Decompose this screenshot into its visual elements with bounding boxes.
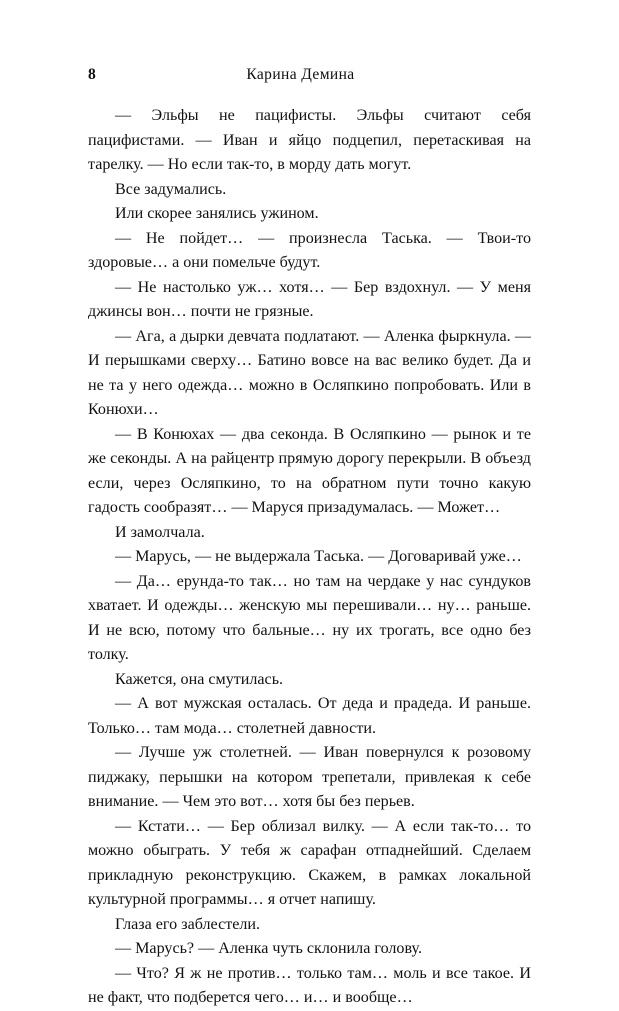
paragraph: — Эльфы не пацифисты. Эльфы считают себя пацифистами. — Иван и яйцо подцепил, перетаскивая на тарелку. — Но если так-то, в морду дать могут. (88, 107, 531, 173)
paragraph: — Не пойдет… — произнесла Таська. — Твои-то здоровые… а они помельче будут. (88, 229, 531, 271)
paragraph: — В Конюхах — два секонда. В Осляпкино — рынок и те же секонды. А на райцентр прямую дорогу перекрыли. В объезд если, через Осляпкино, то на обратном пути точно какую гадость сообразят… — Маруся призадумалась. — Может… (88, 425, 531, 516)
paragraph: — Кстати… — Бер облизал вилку. — А если так-то… то можно обыграть. У тебя ж сарафан отпаднейший. Сделаем прикладную реконструкцию. Скажем, в рамках локальной культурной программы… я отчет напишу. (88, 817, 531, 908)
body-text (88, 104, 531, 1011)
paragraph: Кажется, она смутилась. (115, 670, 284, 688)
paragraph: Или скорее занялись ужином. (115, 205, 319, 222)
paragraph: — Ага, а дырки девчата подлатают. — Аленка фыркнула. — И перышками сверху… Батино вовсе на вас велико будет. Да и не та у него одежда… можно в Осляпкино попробовать. Или в Конюхи… (88, 327, 531, 418)
paragraph: Глаза его заблестели. (115, 915, 261, 933)
paragraph: — Лучше уж столетней. — Иван повернулся к розовому пиджаку, перышки на котором трепетали, привлекая к себе внимание. — Чем это вот… хотя бы без перьев. (88, 744, 531, 810)
paragraph: — Марусь, — не выдержала Таська. — Договаривай уже… (115, 548, 522, 565)
paragraph: Все задумались. (115, 180, 227, 198)
page-header (88, 66, 531, 88)
paragraph: — Марусь? — Аленка чуть склонила голову. (115, 940, 422, 957)
paragraph: — Да… ерунда-то так… но там на чердаке у нас сундуков хватает. И одежды… женскую мы перешивали… ну… раньше. И не всю, потому что бальные… ну их трогать, все одно без толку. (88, 572, 531, 663)
paragraph: — Не настолько уж… хотя… — Бер вздохнул. — У меня джинсы вон… почти не грязные. (88, 278, 531, 320)
running-title: Карина Демина (246, 66, 355, 83)
page-number: 8 (88, 66, 96, 83)
paragraph: — Что? Я ж не против… только там… моль и все такое. И не факт, что подберется чего… и… и вообще… (88, 964, 531, 1006)
paragraph: И замолчала. (115, 523, 205, 541)
paragraph: — А вот мужская осталась. От деда и прадеда. И раньше. Только… там мода… столетней давности. (88, 695, 531, 737)
